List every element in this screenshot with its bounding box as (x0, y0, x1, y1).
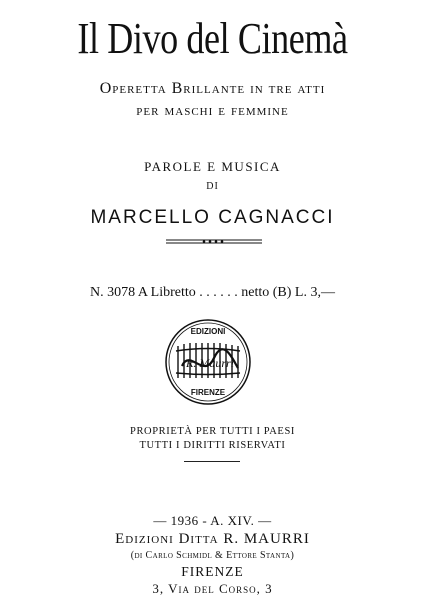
subtitle-line-1: Operetta Brillante in tre atti (99, 80, 326, 97)
publisher-seal-icon (164, 318, 252, 406)
page-title: Il Divo del Cinemà (77, 14, 348, 63)
ornament-divider-icon (164, 237, 264, 247)
year-line: — 1936 - A. XIV. — (153, 513, 272, 528)
author-name: MARCELLO CAGNACCI (90, 207, 335, 228)
credit-label: PAROLE E MUSICA (144, 159, 281, 174)
divider-rule (184, 461, 240, 462)
seal-signature: R. Maurri (186, 356, 234, 370)
address-line: 3, Via del Corso, 3 (152, 581, 273, 596)
rights-line-2: TUTTI I DIRITTI RISERVATI (139, 440, 286, 451)
credit-di: DI (206, 181, 219, 192)
subtitle-line-2: per maschi e femmine (136, 102, 289, 119)
publisher-line: Edizioni Ditta R. MAURRI (115, 531, 310, 547)
catalog-line: N. 3078 A Libretto . . . . . . netto (B) L. 3,— (90, 285, 335, 300)
rights-line-1: PROPRIETÀ PER TUTTI I PAESI (130, 426, 295, 437)
seal-top-text: EDIZIONI (190, 327, 226, 336)
publisher-note: (di Carlo Schmidl & Ettore Stanta) (130, 550, 295, 561)
city-line: FIRENZE (181, 564, 244, 579)
seal-bottom-text: FIRENZE (190, 388, 226, 397)
